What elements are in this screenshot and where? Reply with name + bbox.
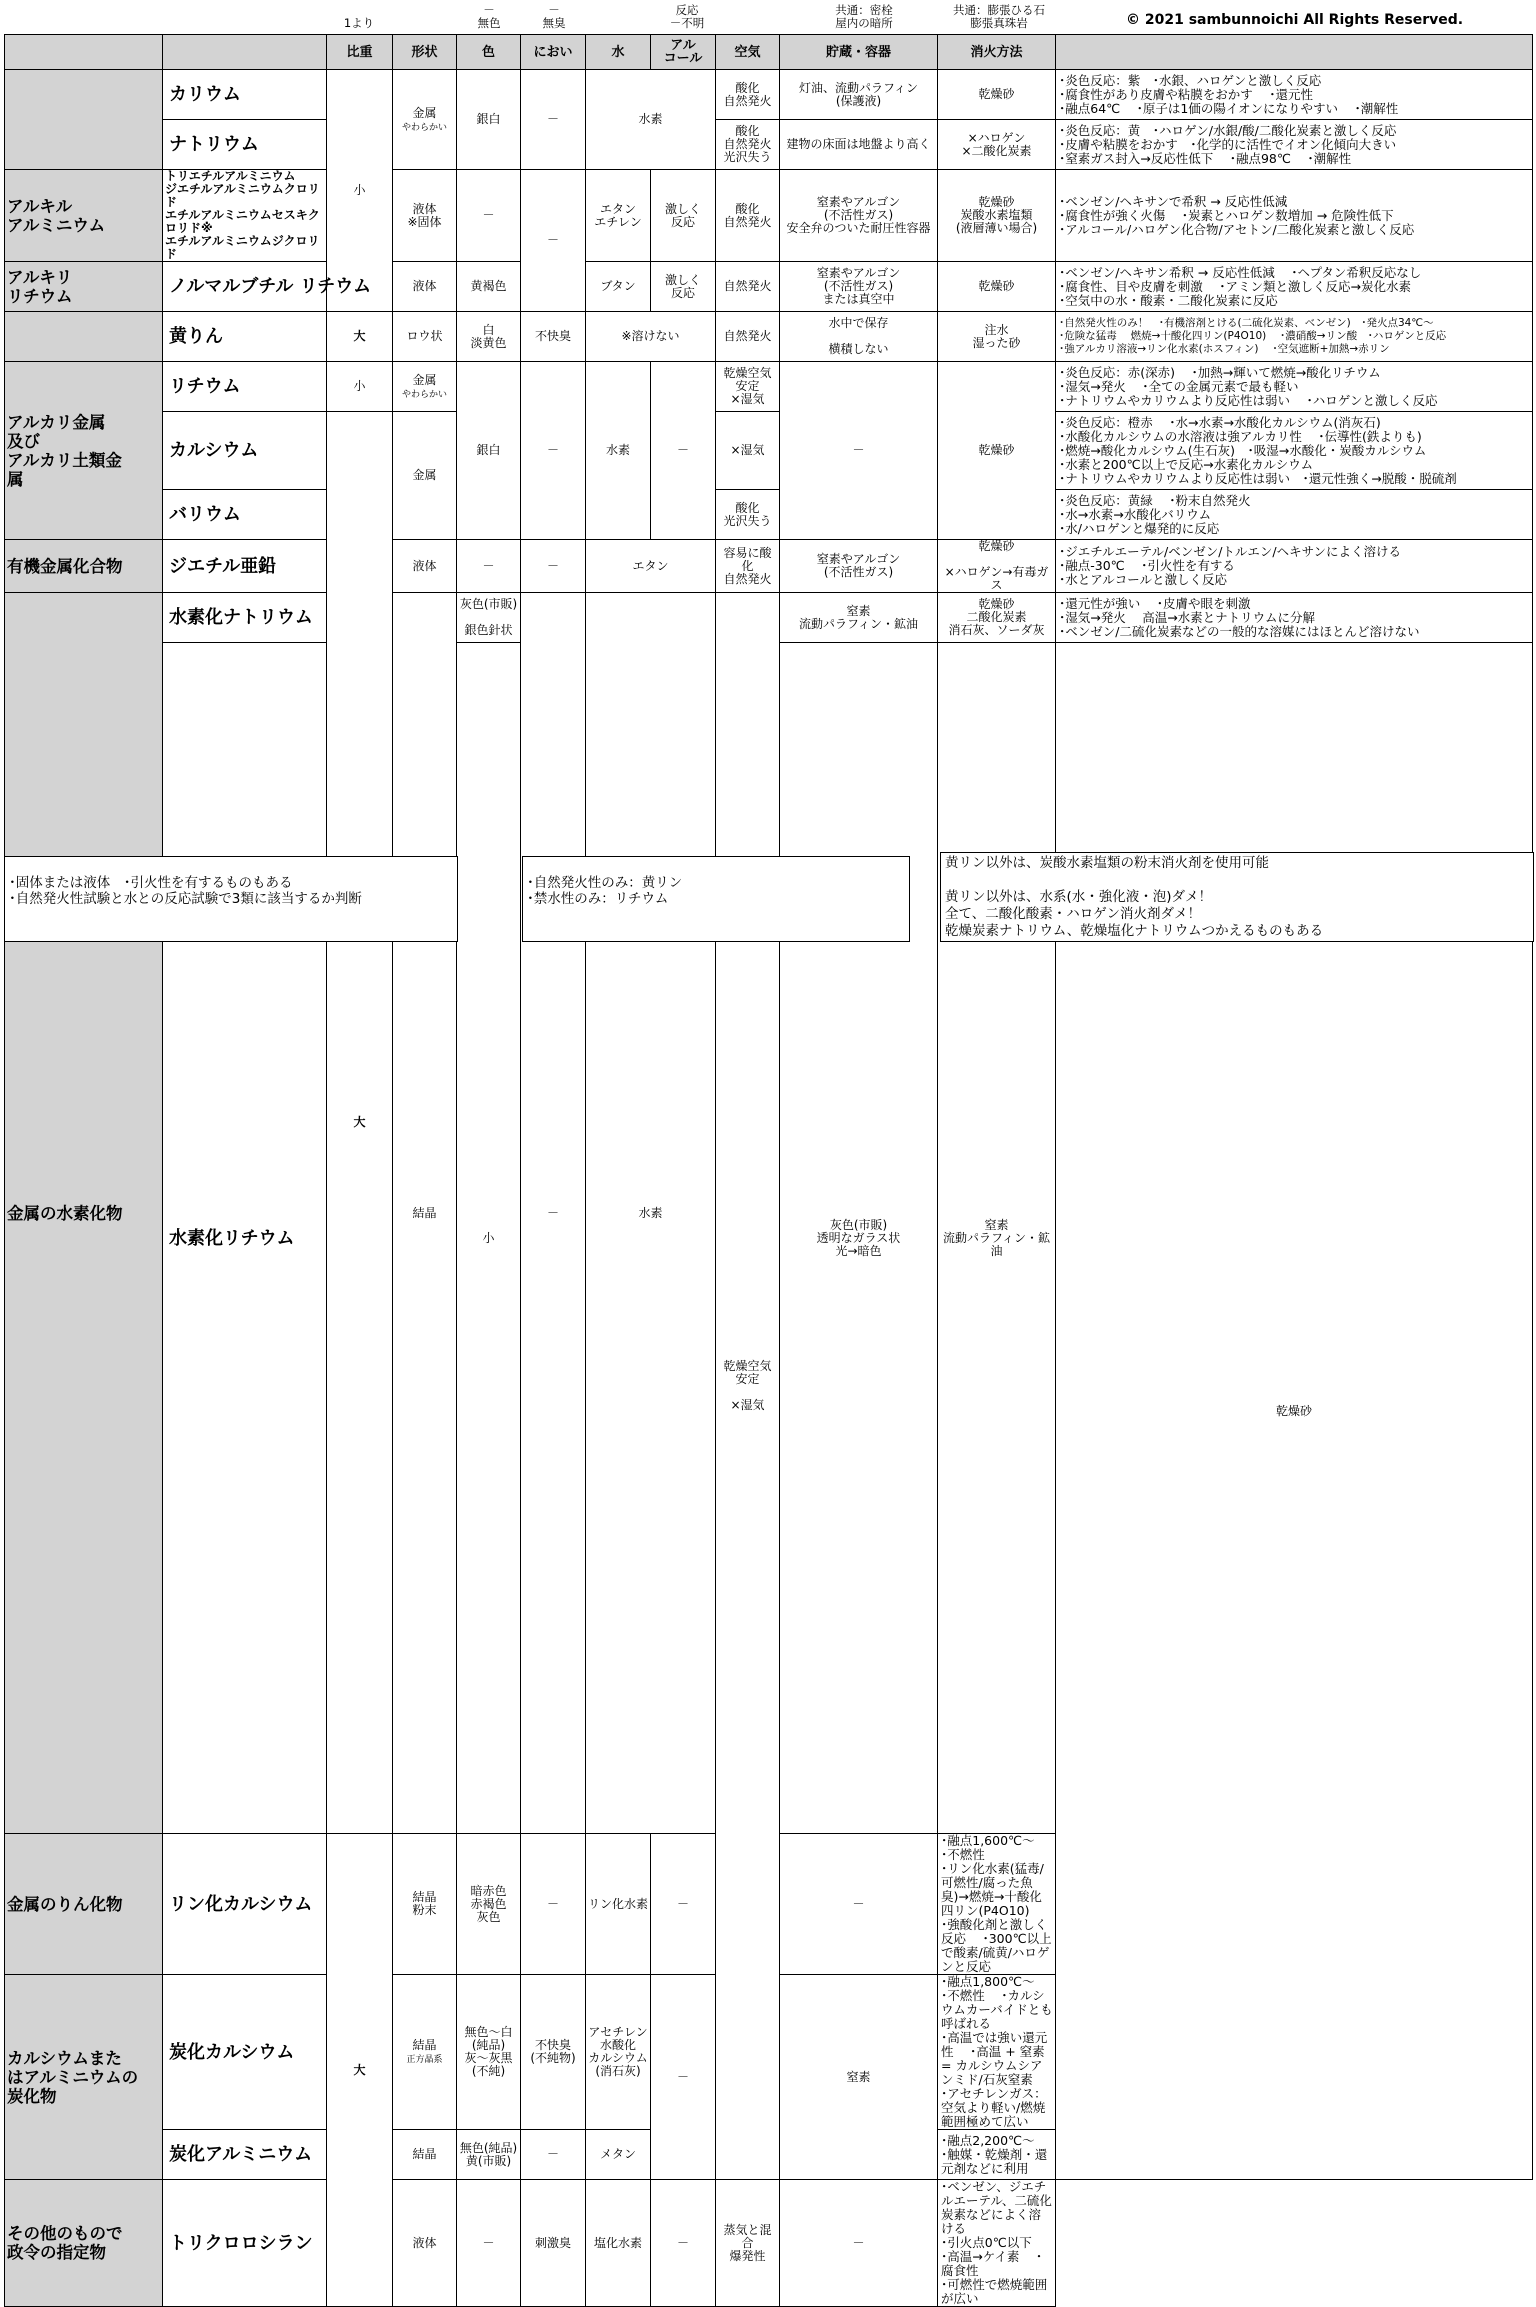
water-alcohol-hydrogen: 水素 xyxy=(586,70,716,170)
category-organometal: 有機金属化合物 xyxy=(5,540,163,593)
name-calcium-carbide: 炭化カルシウム xyxy=(163,1975,327,2130)
header-notes xyxy=(1056,35,1533,70)
form-trichlorosilane: 液体 xyxy=(393,2180,457,2307)
summary-box-properties: ･固体または液体 ･引火性を有するものもある ･自然発火性試験と水との反応試験で3類に該当するか判断 xyxy=(4,856,458,942)
header-category xyxy=(5,35,163,70)
header-form: 形状 xyxy=(393,35,457,70)
specific-gravity-large: 大 xyxy=(327,312,393,362)
smell-calcium-phosphide: － xyxy=(521,1834,586,1975)
smell-none: － xyxy=(521,70,586,170)
color-alkylaluminum: － xyxy=(457,170,521,262)
form-calcium-carbide xyxy=(393,1975,457,2130)
water-alcohol-diethylzinc: エタン xyxy=(586,540,716,593)
smell-alkyl: － xyxy=(521,170,586,312)
water-alcohol-phosphorus: ※溶けない xyxy=(586,312,716,362)
smell-phosphorus: 不快臭 xyxy=(521,312,586,362)
water-alcohol-hydride: 水素 xyxy=(586,593,716,1834)
form-label: 金属 xyxy=(412,372,437,387)
color-sodium-hydride: 灰色(市販) 銀色針状 xyxy=(457,593,521,643)
smell-alkali: － xyxy=(521,362,586,540)
air-trichlorosilane: 蒸気と混合 爆発性 xyxy=(716,2180,780,2307)
table-row xyxy=(5,490,1533,540)
color-note: － 無色 xyxy=(477,3,501,30)
notes-alkylaluminum: ･ベンゼン/ヘキサンで希釈 → 反応性低減 ･腐食性が強く火傷 ･炭素とハロゲン数増加 → 危険性低下 ･アルコール/ハロゲン化合物/アセトン/二酸化炭素と激しく反応 xyxy=(1056,170,1533,262)
header-alcohol: アル コール xyxy=(651,35,716,70)
category-alkylaluminum: アルキル アルミニウム xyxy=(5,170,163,262)
category-alkali-metals: アルカリ金属 及び アルカリ土類金 属 xyxy=(5,362,163,540)
specific-gravity-lithium: 小 xyxy=(327,362,393,412)
table-row xyxy=(5,362,1533,412)
notes-diethylzinc: ･ジエチルエーテル/ベンゼン/トルエン/ヘキサンによく溶ける ･融点-30℃ ･引火性を有する ･水とアルコールと激しく反応 xyxy=(1056,540,1533,593)
table-row xyxy=(5,2180,1533,2307)
extinguish-sodium-hydride: 乾燥砂 二酸化炭素 消石灰、ソーダ灰 xyxy=(938,593,1056,643)
air-lithium: 乾燥空気 安定 ×湿気 xyxy=(716,362,780,412)
header-color: 色 xyxy=(457,35,521,70)
smell-calcium-carbide: 不快臭 (不純物) xyxy=(521,1975,586,2130)
form-sub-label: やわらかい xyxy=(401,122,447,133)
header-smell: におい xyxy=(521,35,586,70)
color-calcium-carbide: 無色～白 (純品) 灰～灰黒 (不純) xyxy=(457,1975,521,2130)
water-calcium-carbide: アセチレン 水酸化 カルシウム (消石灰) xyxy=(586,1975,651,2130)
table-row xyxy=(5,312,1533,362)
form-calcium-barium: 金属 xyxy=(393,412,457,540)
category-metal-hydrides: 金属の水素化物 xyxy=(5,593,163,1834)
header-row xyxy=(5,35,1533,70)
color-alkali: 銀白 xyxy=(457,362,521,540)
header-specific-gravity: 比重 xyxy=(327,35,393,70)
color-silver-white: 銀白 xyxy=(457,70,521,170)
alcohol-alkylaluminum: 激しく 反応 xyxy=(651,170,716,262)
extinguish-alkylaluminum: 乾燥砂 炭酸水素塩類 (液層薄い場合) xyxy=(938,170,1056,262)
notes-phosphorus: ･自然発火性のみ！ ･有機溶剤とける(二硫化炭素、ベンゼン) ･発火点34℃～ ･危険な猛毒 燃焼→十酸化四リン(P4O10) ･濃硝酸→リン酸 ･ハロゲンと反応 ･強アルカリ溶液→リン化水素(ホスフィン) ･空気遮断+加熱→赤リン xyxy=(1056,312,1533,362)
water-alkyllithium: ブタン xyxy=(586,262,651,312)
air-calcium: ×湿気 xyxy=(716,412,780,490)
notes-trichlorosilane: ･ベンゼン、ジエチルエーテル、二硫化炭素などによく溶ける ･引火点0℃以下 ･高温→ケイ素 ･腐食性 ･可燃性で燃焼範囲が広い xyxy=(938,2180,1056,2307)
specific-gravity-small: 小 xyxy=(327,70,393,312)
extinguish-note: 共通：膨張ひる石 膨張真珠岩 xyxy=(953,3,1045,30)
name-lithium-hydride: 水素化リチウム xyxy=(163,643,327,1834)
summary-box-exceptions: ･自然発火性のみ：黄リン ･禁水性のみ：リチウム xyxy=(522,856,910,942)
smell-aluminum-carbide: － xyxy=(521,2130,586,2180)
table-row xyxy=(5,540,1533,593)
form-lithium xyxy=(393,362,457,412)
air-sodium: 酸化 自然発火 光沢失う xyxy=(716,120,780,170)
form-sub-label: 正方晶系 xyxy=(406,2055,443,2065)
category-cell-empty xyxy=(5,70,163,170)
water-note: 反応 －不明 xyxy=(669,3,705,30)
name-trichlorosilane: トリクロロシラン xyxy=(163,2180,327,2307)
table-row xyxy=(5,170,1533,262)
form-sub-label: やわらかい xyxy=(401,389,447,400)
storage-alkyllithium: 窒素やアルゴン (不活性ガス) または真空中 xyxy=(780,262,938,312)
name-sodium-hydride: 水素化ナトリウム xyxy=(163,593,327,643)
air-diethylzinc: 容易に酸化 自然発火 xyxy=(716,540,780,593)
name-diethylzinc: ジエチル亜鉛 xyxy=(163,540,327,593)
color-calcium-phosphide: 暗赤色 赤褐色 灰色 xyxy=(457,1834,521,1975)
name-potassium: カリウム xyxy=(163,70,327,120)
storage-trichlorosilane: － xyxy=(780,2180,938,2307)
smell-trichlorosilane: 刺激臭 xyxy=(521,2180,586,2307)
storage-sodium: 建物の床面は地盤より高く xyxy=(780,120,938,170)
header-extinguish: 消火方法 xyxy=(938,35,1056,70)
color-aluminum-carbide: 無色(純品) 黄(市販) xyxy=(457,2130,521,2180)
alcohol-carbides: － xyxy=(651,1975,716,2180)
notes-alkyllithium: ･ベンゼン/ヘキサン希釈 → 反応性低減 ･ヘプタン希釈反応なし ･腐食性、目や皮膚を刺激 ･アミン類と激しく反応→炭化水素 ･空気中の水・酸素・二酸化炭素に反応 xyxy=(1056,262,1533,312)
air-potassium: 酸化 自然発火 xyxy=(716,70,780,120)
header-air: 空気 xyxy=(716,35,780,70)
color-alkyllithium: 黄褐色 xyxy=(457,262,521,312)
notes-calcium-phosphide: ･融点1,600℃～ ･不燃性 ･リン化水素(猛毒/可燃性/腐った魚臭)→燃焼→十酸化四リン(P4O10) ･強酸化剤と激しく反応 ･300℃以上で酸素/硫黄/ハロゲンと反応 xyxy=(938,1834,1056,1975)
name-lithium: リチウム xyxy=(163,362,327,412)
storage-note: 共通：密栓 屋内の暗所 xyxy=(835,3,893,30)
notes-potassium: ･炎色反応：紫 ･水銀、ハロゲンと激しく反応 ･腐食性があり皮膚や粘膜をおかす ･還元性 ･融点64℃ ･原子は1価の陽イオンになりやすい ･潮解性 xyxy=(1056,70,1533,120)
extinguish-phosphorus: 注水 湿った砂 xyxy=(938,312,1056,362)
smell-diethylzinc: － xyxy=(521,540,586,593)
storage-carbides: 窒素 xyxy=(780,1975,938,2180)
category-cell-empty xyxy=(5,312,163,362)
hazard-class3-table xyxy=(4,34,1533,2307)
name-calcium: カルシウム xyxy=(163,412,327,490)
name-yellow-phosphorus: 黄りん xyxy=(163,312,327,362)
extinguish-alkali: 乾燥砂 xyxy=(938,362,1056,540)
specific-gravity-lithium-hydride: 小 xyxy=(457,643,521,1834)
category-alkyllithium: アルキリ リチウム xyxy=(5,262,163,312)
table-row xyxy=(5,412,1533,490)
name-barium: バリウム xyxy=(163,490,327,540)
extinguish-alkyllithium: 乾燥砂 xyxy=(938,262,1056,312)
smell-hydride: － xyxy=(521,593,586,1834)
notes-calcium-carbide: ･融点1,800℃～ ･不燃性 ･カルシウムカーバイドとも呼ばれる ･高温では強い還元性 ･高温 + 窒素 = カルシウムシアンミド/石灰窒素 ･アセチレンガス：空気より軽い/燃焼範囲極めて広い xyxy=(938,1975,1056,2130)
air-barium: 酸化 光沢失う xyxy=(716,490,780,540)
storage-potassium: 灯油、流動パラフィン (保護液) xyxy=(780,70,938,120)
form-hydride: 結晶 xyxy=(393,593,457,1834)
storage-calcium-phosphide: － xyxy=(780,1834,938,1975)
header-name xyxy=(163,35,327,70)
name-n-butyllithium: ノルマルブチル リチウム xyxy=(163,262,327,312)
category-carbides: カルシウムまた はアルミニウムの 炭化物 xyxy=(5,1975,163,2180)
alcohol-calcium-phosphide: － xyxy=(651,1834,716,1975)
alcohol-trichlorosilane: － xyxy=(651,2180,716,2307)
air-alkylaluminum: 酸化 自然発火 xyxy=(716,170,780,262)
alcohol-alkyllithium: 激しく 反応 xyxy=(651,262,716,312)
color-lithium-hydride: 灰色(市販) 透明なガラス状 光→暗色 xyxy=(780,643,938,1834)
specific-gravity-large: 大 xyxy=(327,412,393,1834)
notes-lithium: ･炎色反応：赤(深赤) ･加熱→輝いて燃焼→酸化リチウム ･湿気→発火 ･全ての金属元素で最も軽い ･ナトリウムやカリウムより反応性は弱い ･ハロゲンと激しく反応 xyxy=(1056,362,1533,412)
notes-sodium: ･炎色反応：黄 ･ハロゲン/水銀/酸/二酸化炭素と激しく反応 ･皮膚や粘膜をおかす ･化学的に活性でイオン化傾向大きい ･窒素ガス封入→反応性低下 ･融点98℃ ･潮解性 xyxy=(1056,120,1533,170)
specific-gravity-large: 大 xyxy=(327,1834,393,2307)
name-alkylaluminum-list: トリエチルアルミニウム ジエチルアルミニウムクロリド エチルアルミニウムセスキクロリド※ エチルアルミニウムジクロリド xyxy=(163,170,327,262)
storage-sodium-hydride: 窒素 流動パラフィン・鉱油 xyxy=(780,593,938,643)
air-alkyllithium: 自然発火 xyxy=(716,262,780,312)
extinguish-shared-dry-sand: 乾燥砂 xyxy=(1056,643,1533,2180)
summary-box-extinguishing: 黄リン以外は、炭酸水素塩類の粉末消火剤を使用可能 黄リン以外は、水系(水・強化液・泡)ダメ！ 全て、二酸化酸素・ハロゲン消火剤ダメ！ 乾燥炭素ナトリウム、乾燥塩化ナトリウムつかえるものもある xyxy=(940,852,1534,942)
storage-phosphorus: 水中で保存 横積しない xyxy=(780,312,938,362)
category-other-designated: その他のもので 政令の指定物 xyxy=(5,2180,163,2307)
notes-aluminum-carbide: ･融点2,200℃～ ･触媒・乾燥剤・還元剤などに利用 xyxy=(938,2130,1056,2180)
specific-gravity-note: 1より xyxy=(343,16,375,30)
category-metal-phosphides: 金属のりん化物 xyxy=(5,1834,163,1975)
air-phosphorus: 自然発火 xyxy=(716,312,780,362)
form-label: 結晶 xyxy=(412,2038,437,2052)
table-row xyxy=(5,262,1533,312)
form-alkylaluminum: 液体 ※固体 xyxy=(393,170,457,262)
table-row xyxy=(5,593,1533,643)
form-alkyllithium: 液体 xyxy=(393,262,457,312)
color-phosphorus: 白 淡黄色 xyxy=(457,312,521,362)
color-diethylzinc: － xyxy=(457,540,521,593)
water-alkylaluminum: エタン エチレン xyxy=(586,170,651,262)
form-diethylzinc: 液体 xyxy=(393,540,457,593)
extinguish-potassium: 乾燥砂 xyxy=(938,70,1056,120)
name-calcium-phosphide: リン化カルシウム xyxy=(163,1834,327,1975)
table-row xyxy=(5,70,1533,120)
header-water: 水 xyxy=(586,35,651,70)
storage-lithium-hydride: 窒素 流動パラフィン・鉱油 xyxy=(938,643,1056,1834)
name-aluminum-carbide: 炭化アルミニウム xyxy=(163,2130,327,2180)
form-metal-soft xyxy=(393,70,457,170)
notes-calcium: ･炎色反応：橙赤 ･水→水素→水酸化カルシウム(消灰石) ･水酸化カルシウムの水溶液は強アルカリ性 ･伝導性(鉄よりも) ･燃焼→酸化カルシウム(生石灰) ･吸湿→水酸化・炭酸カルシウム ･水素と200℃以上で反応→水素化カルシウム ･ナトリウムやカリウムより反応性は弱い ･還元性強く→脱酸・脱硫剤 xyxy=(1056,412,1533,490)
notes-barium: ･炎色反応：黄緑 ･粉末自然発火 ･水→水素→水酸化バリウム ･水/ハロゲンと爆発的に反応 xyxy=(1056,490,1533,540)
form-aluminum-carbide: 結晶 xyxy=(393,2130,457,2180)
copyright-text: © 2021 sambunnoichi All Rights Reserved. xyxy=(1126,12,1464,28)
storage-diethylzinc: 窒素やアルゴン (不活性ガス) xyxy=(780,540,938,593)
table-row xyxy=(5,120,1533,170)
storage-alkylaluminum: 窒素やアルゴン (不活性ガス) 安全弁のついた耐圧性容器 xyxy=(780,170,938,262)
water-trichlorosilane: 塩化水素 xyxy=(586,2180,651,2307)
form-label: 金属 xyxy=(412,105,437,120)
extinguish-sodium: ×ハロゲン ×二酸化炭素 xyxy=(938,120,1056,170)
color-trichlorosilane: － xyxy=(457,2180,521,2307)
storage-alkali: － xyxy=(780,362,938,540)
water-aluminum-carbide: メタン xyxy=(586,2130,651,2180)
extinguish-diethylzinc: 乾燥砂 ×ハロゲン→有毒ガス xyxy=(938,540,1056,593)
header-storage: 貯蔵・容器 xyxy=(780,35,938,70)
alcohol-alkali: － xyxy=(651,362,716,540)
form-calcium-phosphide: 結晶 粉末 xyxy=(393,1834,457,1975)
form-phosphorus: ロウ状 xyxy=(393,312,457,362)
water-alkali: 水素 xyxy=(586,362,651,540)
top-notes-bar xyxy=(0,0,1536,34)
smell-note: － 無臭 xyxy=(542,3,566,30)
name-sodium: ナトリウム xyxy=(163,120,327,170)
air-shared-dry: 乾燥空気 安定 ×湿気 xyxy=(716,593,780,2180)
water-calcium-phosphide: リン化水素 xyxy=(586,1834,651,1975)
notes-sodium-hydride: ･還元性が強い ･皮膚や眼を刺激 ･湿気→発火 高温→水素とナトリウムに分解 ･ベンゼン/二硫化炭素などの一般的な溶媒にはほとんど溶けない xyxy=(1056,593,1533,643)
